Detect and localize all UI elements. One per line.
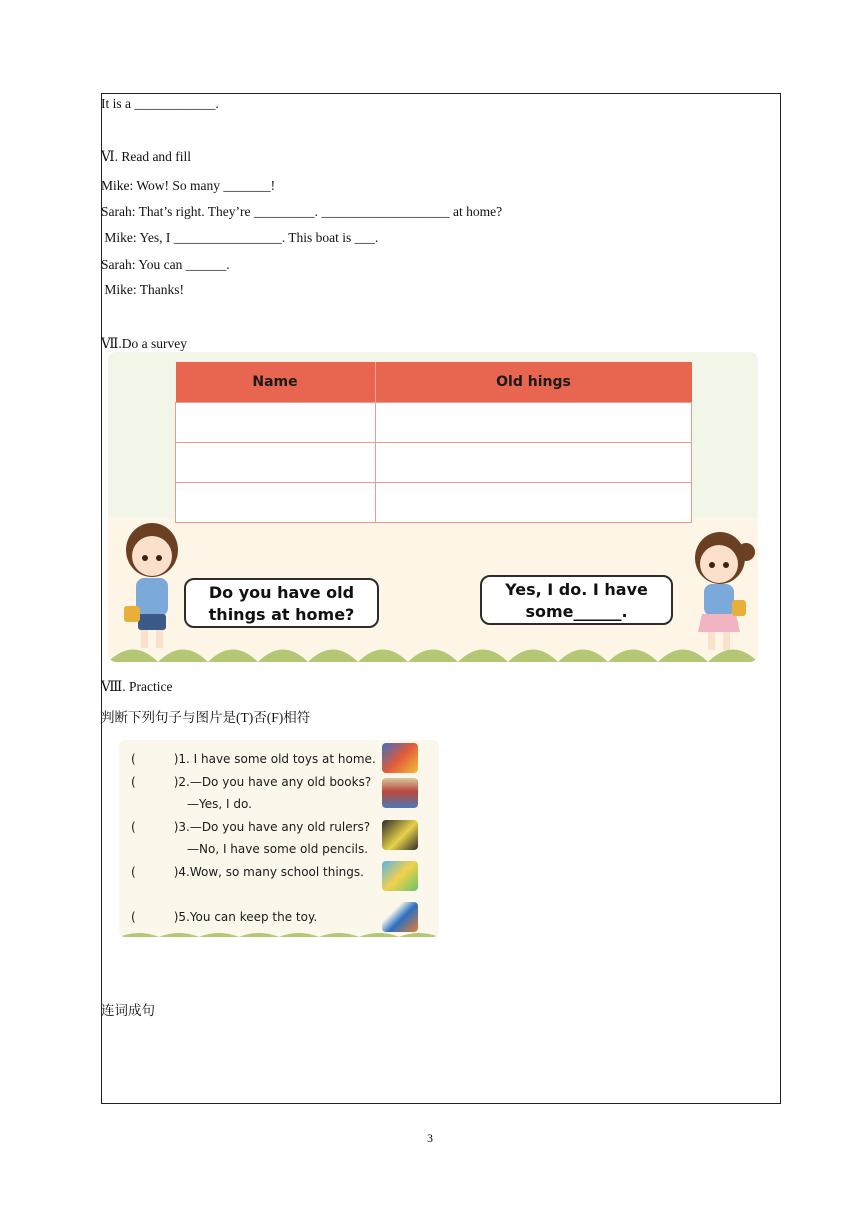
practice-item-2: ( )2.—Do you have any old books? [131, 775, 372, 789]
it-is-line: It is a ____________. [101, 96, 219, 111]
survey-panel [108, 352, 758, 662]
practice-item-2-answer: —Yes, I do. [187, 797, 252, 811]
section-7-title: Ⅶ.Do a survey [101, 336, 188, 351]
name-column-header: Name [176, 362, 376, 403]
table-row [176, 443, 692, 483]
practice-item-1: ( )1. I have some old toys at home. [131, 752, 376, 766]
practice-item-4: ( )4.Wow, so many school things. [131, 865, 364, 879]
toys-picture-icon [382, 743, 418, 773]
dialogue-line-3: Mike: Yes, I ________________. This boat is ___. [101, 230, 379, 245]
table-row [176, 403, 692, 443]
books-picture-icon [382, 778, 418, 808]
speech-bubble-answer [480, 575, 673, 625]
table-cell[interactable] [375, 483, 692, 523]
section-8-title: Ⅷ. Practice [101, 679, 173, 694]
practice-panel [119, 740, 439, 937]
table-cell[interactable] [176, 443, 376, 483]
bubble-line: Do you have old [208, 583, 355, 602]
table-cell[interactable] [375, 403, 692, 443]
practice-item-5: ( )5.You can keep the toy. [131, 910, 318, 924]
section-6-title: Ⅵ. Read and fill [101, 149, 192, 164]
section-9-title: 连词成句 [101, 1003, 155, 1018]
survey-table [175, 362, 692, 523]
dialogue-line-4: Sarah: You can ______. [101, 257, 230, 272]
speech-bubble-question [184, 578, 379, 628]
table-row [176, 483, 692, 523]
bubble-line: Yes, I do. I have [505, 580, 648, 599]
practice-item-3: ( )3.—Do you have any old rulers? [131, 820, 371, 834]
table-cell[interactable] [176, 483, 376, 523]
bubble-line: things at home? [208, 605, 355, 624]
table-cell[interactable] [176, 403, 376, 443]
dialogue-line-1: Mike: Wow! So many _______! [101, 178, 276, 193]
dialogue-line-5: Mike: Thanks! [101, 282, 184, 297]
page-number: 3 [427, 1131, 433, 1145]
practice-item-3-answer: —No, I have some old pencils. [187, 842, 369, 856]
dialogue-line-2: Sarah: That’s right. They’re _________. ___________________ at home? [101, 204, 503, 219]
hills-decoration [108, 622, 758, 662]
ruler-picture-icon [382, 820, 418, 850]
table-cell[interactable] [375, 443, 692, 483]
bubble-line: some______. [525, 602, 628, 621]
school-things-picture-icon [382, 861, 418, 891]
section-8-instruction: 判断下列句子与图片是(T)否(F)相符 [101, 710, 311, 725]
practice-hills-decoration [119, 929, 439, 937]
kids-toy-picture-icon [382, 902, 418, 932]
old-things-column-header: Old hings [375, 362, 692, 403]
